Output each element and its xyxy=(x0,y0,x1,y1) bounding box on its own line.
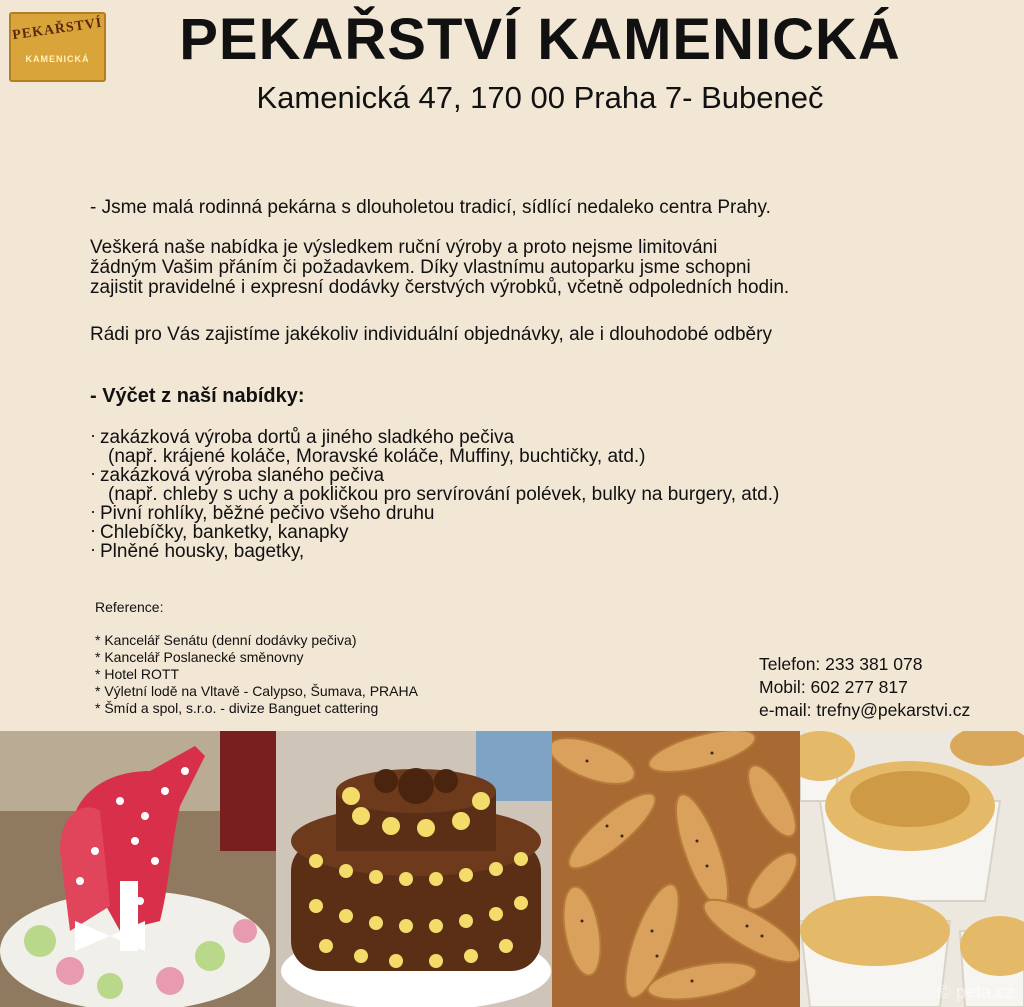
references-title: Reference: xyxy=(95,599,164,615)
muffins-photo xyxy=(800,731,1024,1007)
intro-paragraph-2: Veškerá naše nabídka je výsledkem ruční výroby a proto nejsme limitováni žádným Vašim přáním či požadavkem. Díky vlastnímu autoparku jsme schopni zajistit pravidelné i expresní dodávky čerstvých výrobků, včetně odpoledních hodin. xyxy=(90,237,790,298)
offer-item-text: Pivní rohlíky, běžné pečivo všeho druhu xyxy=(100,503,435,524)
logo-text-top: PEKAŘSTVÍ xyxy=(11,15,104,44)
reference-item: * Výletní lodě na Vltavě - Calypso, Šumava, PRAHA xyxy=(95,683,418,699)
reference-item: * Kancelář Poslanecké směnovny xyxy=(95,649,304,665)
offer-item xyxy=(90,428,779,466)
logo-text-bottom: KAMENICKÁ xyxy=(25,54,90,64)
photo-strip xyxy=(0,731,1024,1007)
references-list xyxy=(95,632,418,717)
logo xyxy=(9,12,106,82)
chocolate-cake-photo xyxy=(276,731,552,1007)
offer-item-text: zakázková výroba dortů a jiného sladkého pečiva xyxy=(100,427,515,448)
contact-phone: Telefon: 233 381 078 xyxy=(759,654,923,674)
offer-item xyxy=(90,504,779,523)
intro-paragraph-1: - Jsme malá rodinná pekárna s dlouholetou tradicí, sídlící nedaleko centra Prahy. xyxy=(90,197,771,218)
offer-item xyxy=(90,466,779,504)
offer-list xyxy=(90,428,779,561)
reference-item: * Hotel ROTT xyxy=(95,666,180,682)
contact-block xyxy=(759,653,970,722)
offer-item-note: (např. krájené koláče, Moravské koláče, Muffiny, buchtičky, atd.) xyxy=(108,446,646,467)
shoe-cake-photo xyxy=(0,731,276,1007)
offer-item-text: Plněné housky, bagetky, xyxy=(100,541,305,562)
offer-item-note: (např. chleby s uchy a pokličkou pro servírování polévek, bulky na burgery, atd.) xyxy=(108,484,780,505)
reference-item: * Šmíd a spol, s.r.o. - divize Banguet cattering xyxy=(95,700,379,716)
contact-email[interactable]: e-mail: trefny@pekarstvi.cz xyxy=(759,700,971,720)
intro-paragraph-3: Rádi pro Vás zajistíme jakékoliv individuální objednávky, ale i dlouhodobé odběry xyxy=(90,324,772,345)
bread-pretzels-photo xyxy=(552,731,800,1007)
offer-heading: - Výčet z naší nabídky: xyxy=(90,385,305,407)
offer-item xyxy=(90,523,779,542)
reference-item: * Kancelář Senátu (denní dodávky pečiva) xyxy=(95,632,357,648)
offer-item xyxy=(90,542,779,561)
contact-mobile: Mobil: 602 277 817 xyxy=(759,677,908,697)
page-title: PEKAŘSTVÍ KAMENICKÁ xyxy=(179,7,901,72)
offer-item-text: Chlebíčky, banketky, kanapky xyxy=(100,522,349,543)
address: Kamenická 47, 170 00 Praha 7- Bubeneč xyxy=(256,80,824,115)
offer-item-text: zakázková výroba slaného pečiva xyxy=(100,465,385,486)
watermark: © peta.cz xyxy=(937,982,1014,1002)
